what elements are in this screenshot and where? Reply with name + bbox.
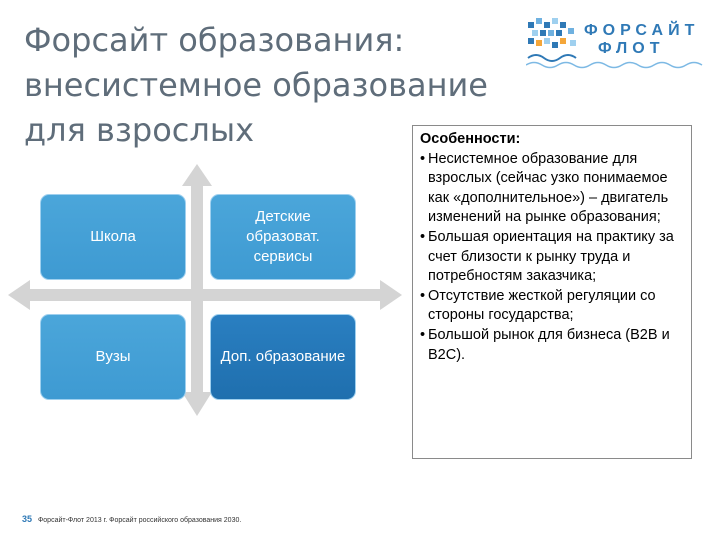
feature-text: Большая ориентация на практику за счет близости к рынку труда и потребностям заказчика; (428, 228, 674, 285)
title-line-3: для взрослых (24, 111, 255, 149)
title-line-1: Форсайт образования: (24, 21, 405, 59)
title-line-2: внесистемное образование (24, 66, 488, 104)
bullet-icon: • (420, 326, 426, 343)
bullet-icon: • (420, 228, 426, 245)
list-item (420, 228, 685, 287)
feature-text: Большой рынок для бизнеса (B2B и B2C). (428, 326, 670, 363)
quadrant-children-services: Детские образоват. сервисы (210, 194, 356, 280)
quadrant-universities: Вузы (40, 314, 186, 400)
page-number: 35 (22, 514, 33, 524)
quadrant-school: Школа (40, 194, 186, 280)
forsight-flot-logo (526, 14, 706, 66)
logo-text-line-2: ФЛОТ (598, 40, 665, 57)
quadrant-additional-education: Доп. образование (210, 314, 356, 400)
features-list (420, 150, 685, 366)
bullet-icon: • (420, 287, 426, 304)
quadrant-diagram (0, 160, 410, 430)
list-item (420, 287, 685, 326)
logo-mark-icon (526, 14, 584, 66)
features-box (412, 125, 692, 459)
bullet-icon: • (420, 150, 426, 167)
footer-source-text: Форсайт-Флот 2013 г. Форсайт российского образования 2030. (37, 517, 242, 524)
feature-text: Отсутствие жесткой регуляции со стороны государства; (428, 287, 656, 324)
list-item (420, 326, 685, 365)
list-item (420, 150, 685, 228)
logo-wave-icon (526, 60, 706, 70)
logo-text-line-1: ФОРСАЙТ (584, 22, 700, 39)
features-heading: Особенности: (420, 131, 521, 147)
feature-text: Несистемное образование для взрослых (сейчас узко понимаемое как «дополнительное») – двигатель изменений на рынке образования; (428, 150, 669, 226)
slide-footer (22, 514, 241, 524)
